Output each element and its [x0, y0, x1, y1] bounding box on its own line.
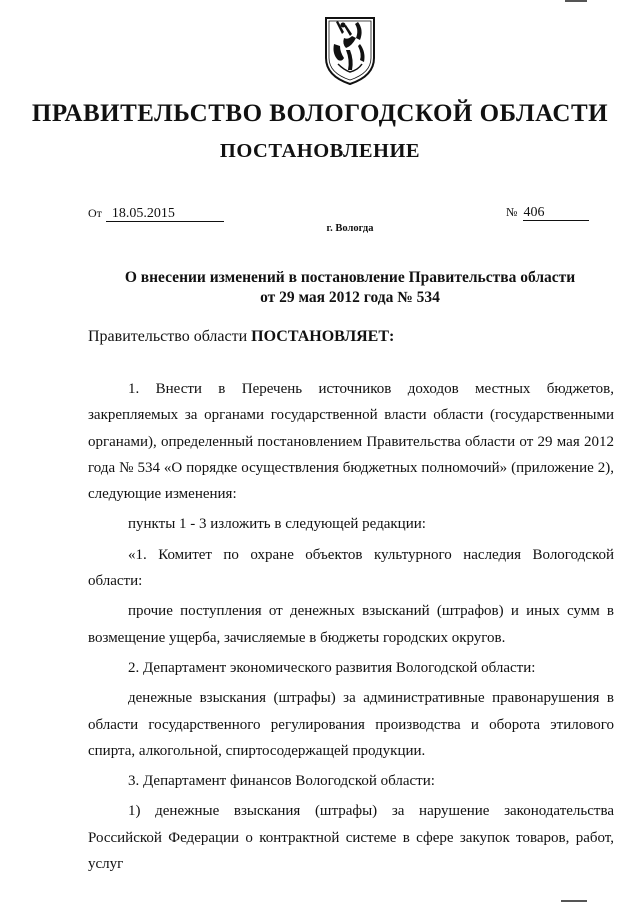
scan-mark-top — [565, 0, 587, 2]
preamble-text: Правительство области — [88, 328, 252, 345]
paragraph-8: 1) денежные взыскания (штрафы) за нарушение законодательства Российской Федерации о контрактной системе в сфере закупок товаров, работ, услуг — [88, 803, 614, 873]
document-type: ПОСТАНОВЛЕНИЕ — [219, 140, 421, 162]
document-body — [88, 376, 614, 877]
subject-line-2: от 29 мая 2012 года № 534 — [260, 289, 440, 306]
paragraph-3: «1. Комитет по охране объектов культурного наследия Вологодской области: — [88, 546, 614, 590]
paragraph-4: прочие поступления от денежных взысканий (штрафов) и иных сумм в возмещение ущерба, зачисляемые в бюджеты городских округов. — [88, 603, 614, 646]
preamble — [88, 328, 394, 346]
document-number — [506, 204, 589, 221]
vologda-coat-of-arms-icon — [322, 14, 378, 86]
paragraph-5: 2. Департамент экономического развития Вологодской области: — [128, 659, 536, 676]
paragraph-6: денежные взыскания (штрафы) за административные правонарушения в области государственного регулирования производства и оборота этилового спирта, алкогольной, спиртосодержащей продукции. — [88, 690, 614, 759]
date-value: 18.05.2015 — [106, 206, 224, 222]
paragraph-2: пункты 1 - 3 изложить в следующей редакции: — [128, 516, 426, 533]
preamble-resolves: ПОСТАНОВЛЯЕТ: — [251, 328, 395, 345]
scan-mark-bottom — [561, 900, 587, 902]
number-prefix: № — [506, 205, 518, 219]
document-date — [88, 205, 224, 222]
paragraph-1: 1. Внести в Перечень источников доходов местных бюджетов, закрепляемых за органами государственной власти области (государственными органами), определенный постановлением Правительства области от 29 мая 2012 года № 534 «О порядке осуществления бюджетных полномочий» (приложение 2), следующие изменения: — [88, 381, 614, 503]
paragraph-7: 3. Департамент финансов Вологодской области: — [128, 773, 435, 790]
date-prefix: От — [88, 206, 102, 220]
document-subject — [0, 268, 640, 308]
number-value: 406 — [523, 205, 589, 221]
city: г. Вологда — [326, 223, 374, 234]
subject-line-1: О внесении изменений в постановление Правительства области — [124, 269, 576, 286]
government-title: ПРАВИТЕЛЬСТВО ВОЛОГОДСКОЙ ОБЛАСТИ — [31, 100, 609, 127]
